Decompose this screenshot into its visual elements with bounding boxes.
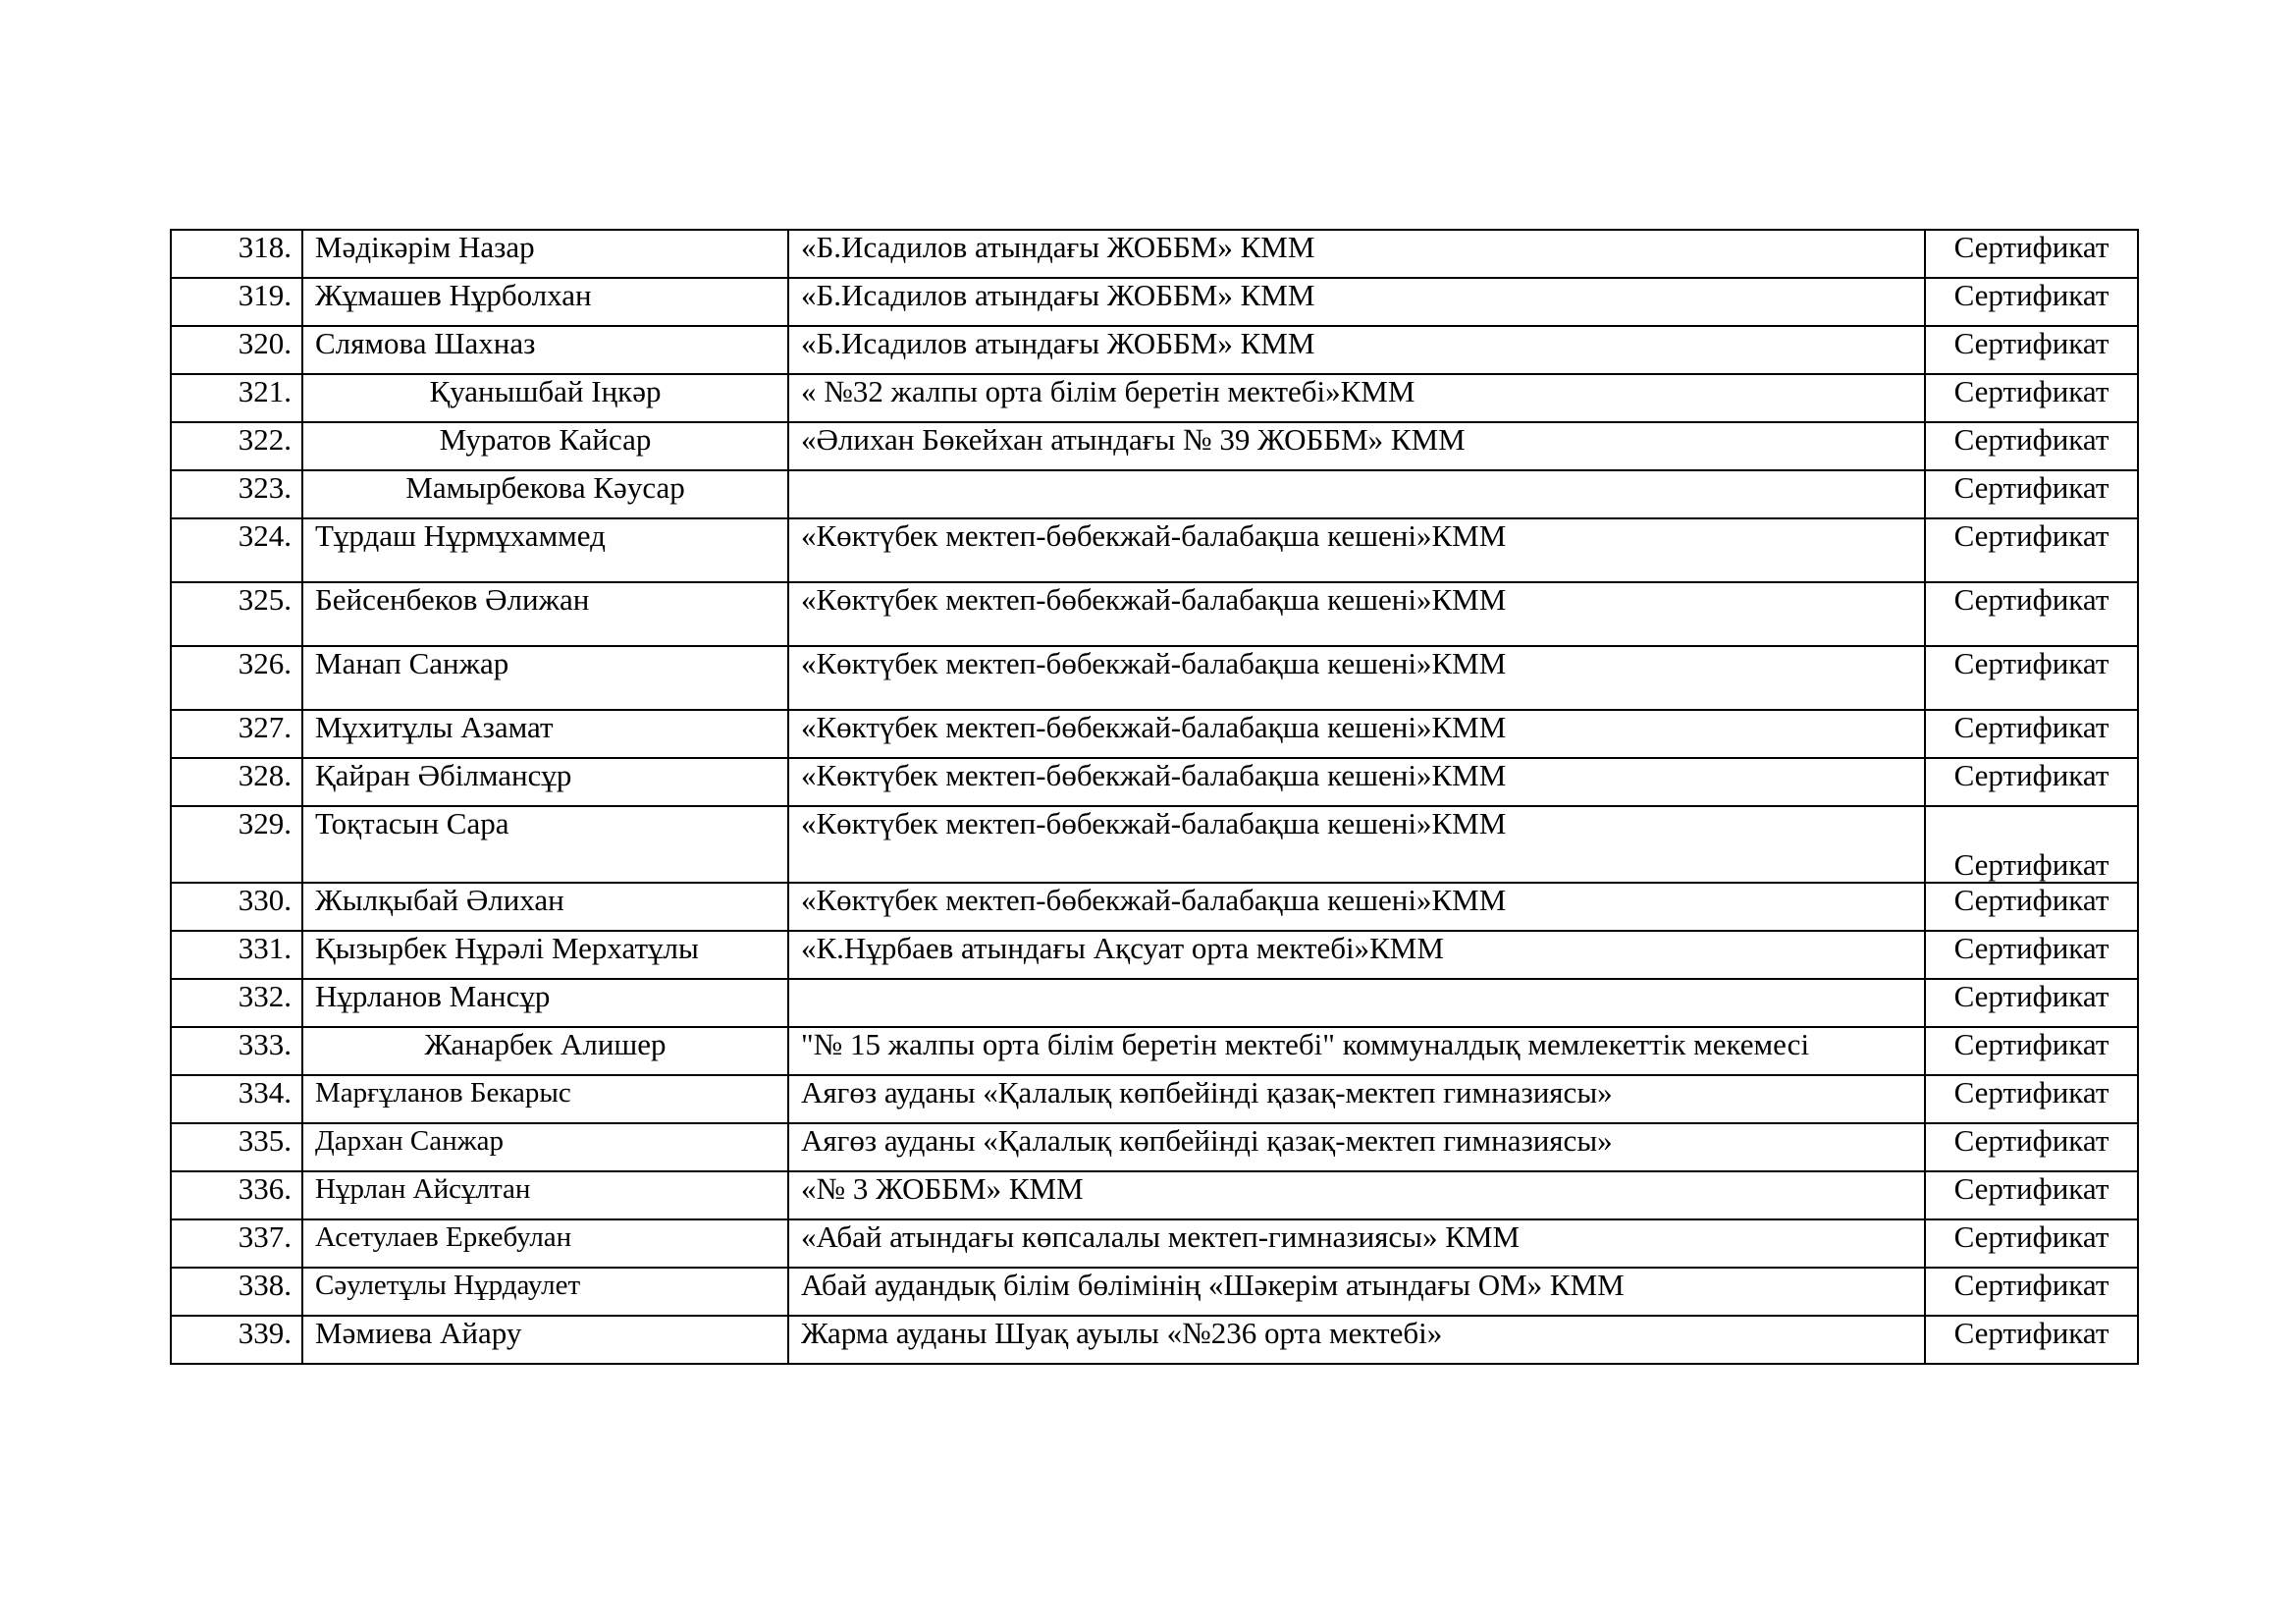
- row-number: 331.: [171, 931, 302, 979]
- participant-name: Слямова Шахназ: [302, 326, 788, 374]
- table-row: [171, 1171, 2138, 1219]
- school-name: [788, 470, 1925, 518]
- school-name: «№ 3 ЖОББМ» КММ: [788, 1171, 1925, 1219]
- participant-name: Жұмашев Нұрболхан: [302, 278, 788, 326]
- table-row: [171, 1123, 2138, 1171]
- participant-name: Тоқтасын Сара: [302, 806, 788, 883]
- row-number: 323.: [171, 470, 302, 518]
- participant-name: Жылқыбай Әлихан: [302, 883, 788, 931]
- award-type: Сертификат: [1925, 470, 2138, 518]
- row-number: 334.: [171, 1075, 302, 1123]
- participant-name: Мамырбекова Кәусар: [302, 470, 788, 518]
- row-number: 325.: [171, 582, 302, 646]
- award-type: Сертификат: [1925, 518, 2138, 582]
- school-name: «Көктүбек мектеп-бөбекжай-балабақша кешені»КММ: [788, 518, 1925, 582]
- award-type: Сертификат: [1925, 422, 2138, 470]
- row-number: 338.: [171, 1268, 302, 1316]
- award-type: Сертификат: [1925, 374, 2138, 422]
- table-row: [171, 710, 2138, 758]
- award-type: Сертификат: [1925, 278, 2138, 326]
- participant-name: Асетулаев Еркебулан: [302, 1219, 788, 1268]
- participant-name: Қайран Әбілмансұр: [302, 758, 788, 806]
- table-row: [171, 1316, 2138, 1364]
- row-number: 335.: [171, 1123, 302, 1171]
- row-number: 326.: [171, 646, 302, 710]
- table-row: [171, 230, 2138, 278]
- table-row: [171, 1219, 2138, 1268]
- award-type: Сертификат: [1925, 1219, 2138, 1268]
- award-type: Сертификат: [1925, 1027, 2138, 1075]
- award-type: Сертификат: [1925, 1316, 2138, 1364]
- table-row: [171, 883, 2138, 931]
- participant-name: Нұрланов Мансұр: [302, 979, 788, 1027]
- table-row: [171, 582, 2138, 646]
- table-row: [171, 1027, 2138, 1075]
- award-type: Сертификат: [1925, 646, 2138, 710]
- row-number: 330.: [171, 883, 302, 931]
- award-type: Сертификат: [1925, 758, 2138, 806]
- row-number: 339.: [171, 1316, 302, 1364]
- school-name: « №32 жалпы орта білім беретін мектебі»КММ: [788, 374, 1925, 422]
- school-name: «Көктүбек мектеп-бөбекжай-балабақша кешені»КММ: [788, 646, 1925, 710]
- award-type: Сертификат: [1925, 710, 2138, 758]
- table-row: [171, 979, 2138, 1027]
- school-name: «Б.Исадилов атындағы ЖОББМ» КММ: [788, 278, 1925, 326]
- table-row: [171, 470, 2138, 518]
- award-type: Сертификат: [1925, 979, 2138, 1027]
- award-type: Сертификат: [1925, 883, 2138, 931]
- row-number: 318.: [171, 230, 302, 278]
- participant-name: Дархан Санжар: [302, 1123, 788, 1171]
- participant-name: Мәдікәрім Назар: [302, 230, 788, 278]
- award-type: Сертификат: [1925, 230, 2138, 278]
- participant-name: Мұхитұлы Азамат: [302, 710, 788, 758]
- participant-name: Бейсенбеков Әлижан: [302, 582, 788, 646]
- row-number: 332.: [171, 979, 302, 1027]
- row-number: 320.: [171, 326, 302, 374]
- table-row: [171, 422, 2138, 470]
- row-number: 336.: [171, 1171, 302, 1219]
- school-name: «Б.Исадилов атындағы ЖОББМ» КММ: [788, 230, 1925, 278]
- school-name: «Б.Исадилов атындағы ЖОББМ» КММ: [788, 326, 1925, 374]
- row-number: 329.: [171, 806, 302, 883]
- table-row: [171, 646, 2138, 710]
- school-name: «К.Нұрбаев атындағы Ақсуат орта мектебі»КММ: [788, 931, 1925, 979]
- row-number: 319.: [171, 278, 302, 326]
- school-name: «Көктүбек мектеп-бөбекжай-балабақша кешені»КММ: [788, 582, 1925, 646]
- participant-name: Манап Санжар: [302, 646, 788, 710]
- table-row: [171, 758, 2138, 806]
- participant-name: Нұрлан Айсұлтан: [302, 1171, 788, 1219]
- table-row: [171, 326, 2138, 374]
- table-row: [171, 1075, 2138, 1123]
- participant-name: Марғұланов Бекарыс: [302, 1075, 788, 1123]
- table-row: [171, 518, 2138, 582]
- school-name: Абай аудандық білім бөлімінің «Шәкерім атындағы ОМ» КММ: [788, 1268, 1925, 1316]
- row-number: 327.: [171, 710, 302, 758]
- participant-name: Қызырбек Нұрәлі Мерхатұлы: [302, 931, 788, 979]
- row-number: 321.: [171, 374, 302, 422]
- school-name: Аягөз ауданы «Қалалық көпбейінді қазақ-мектеп гимназиясы»: [788, 1075, 1925, 1123]
- award-type: Сертификат: [1925, 1268, 2138, 1316]
- participant-name: Сәулетұлы Нұрдаулет: [302, 1268, 788, 1316]
- participant-name: Жанарбек Алишер: [302, 1027, 788, 1075]
- school-name: «Көктүбек мектеп-бөбекжай-балабақша кешені»КММ: [788, 883, 1925, 931]
- row-number: 333.: [171, 1027, 302, 1075]
- participants-table: [170, 229, 2139, 1365]
- participant-name: Мәмиева Айару: [302, 1316, 788, 1364]
- table-row: [171, 278, 2138, 326]
- award-type: Сертификат: [1925, 1171, 2138, 1219]
- table-row: [171, 806, 2138, 883]
- school-name: Жарма ауданы Шуақ ауылы «№236 орта мектебі»: [788, 1316, 1925, 1364]
- school-name: «Әлихан Бөкейхан атындағы № 39 ЖОББМ» КММ: [788, 422, 1925, 470]
- award-type: Сертификат: [1925, 582, 2138, 646]
- school-name: Аягөз ауданы «Қалалық көпбейінді қазақ-мектеп гимназиясы»: [788, 1123, 1925, 1171]
- school-name: «Көктүбек мектеп-бөбекжай-балабақша кешені»КММ: [788, 758, 1925, 806]
- participant-name: Муратов Кайсар: [302, 422, 788, 470]
- award-type: Сертификат: [1925, 1075, 2138, 1123]
- row-number: 337.: [171, 1219, 302, 1268]
- award-type: Сертификат: [1925, 931, 2138, 979]
- participant-name: Қуанышбай Іңкәр: [302, 374, 788, 422]
- row-number: 322.: [171, 422, 302, 470]
- row-number: 328.: [171, 758, 302, 806]
- school-name: "№ 15 жалпы орта білім беретін мектебі" коммуналдық мемлекеттік мекемесі: [788, 1027, 1925, 1075]
- table-row: [171, 931, 2138, 979]
- table-row: [171, 374, 2138, 422]
- award-type: Сертификат: [1925, 806, 2138, 883]
- school-name: «Көктүбек мектеп-бөбекжай-балабақша кешені»КММ: [788, 710, 1925, 758]
- school-name: «Абай атындағы көпсалалы мектеп-гимназиясы» КММ: [788, 1219, 1925, 1268]
- participant-name: Тұрдаш Нұрмұхаммед: [302, 518, 788, 582]
- award-type: Сертификат: [1925, 1123, 2138, 1171]
- table-row: [171, 1268, 2138, 1316]
- school-name: «Көктүбек мектеп-бөбекжай-балабақша кешені»КММ: [788, 806, 1925, 883]
- school-name: [788, 979, 1925, 1027]
- row-number: 324.: [171, 518, 302, 582]
- award-type: Сертификат: [1925, 326, 2138, 374]
